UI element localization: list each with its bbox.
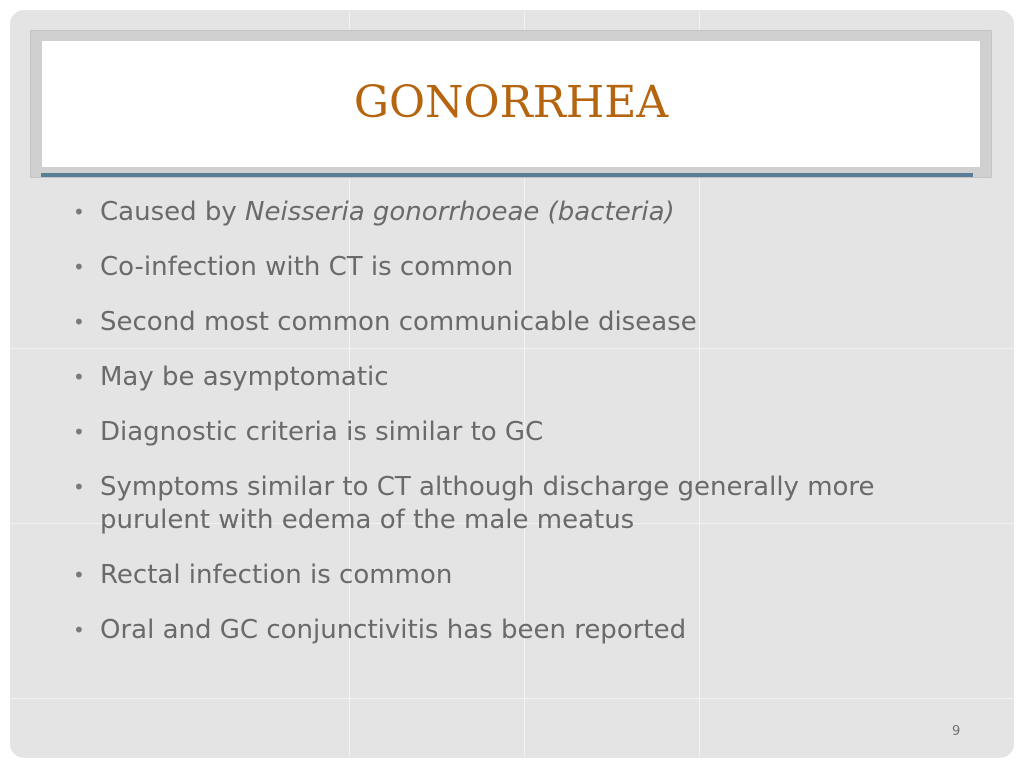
bullet-item: [68, 361, 948, 394]
title-box: [42, 41, 980, 167]
bullet-item: [68, 471, 948, 537]
bullet-icon: •: [73, 310, 85, 334]
bullet-text-italic: Neisseria gonorrhoeae (bacteria): [245, 197, 675, 227]
bullet-icon: •: [73, 255, 85, 279]
bullet-text: Oral and GC conjunctivitis has been reported: [100, 615, 687, 645]
bullet-icon: •: [73, 200, 85, 224]
slide-title: GONORRHEA: [353, 76, 669, 128]
bullet-item: [68, 306, 948, 339]
slide-number: 9: [952, 724, 961, 739]
slide: [10, 10, 1014, 758]
bullet-icon: •: [73, 420, 85, 444]
bullet-icon: •: [73, 365, 85, 389]
bullet-icon: •: [73, 618, 85, 642]
bullet-icon: •: [73, 563, 85, 587]
title-underline: [41, 173, 973, 177]
bullet-item: [68, 614, 948, 647]
bullet-text: May be asymptomatic: [100, 362, 389, 392]
bullet-item: [68, 196, 948, 229]
bullet-item: [68, 416, 948, 449]
bullet-text: Symptoms similar to CT although discharge generally more purulent with edema of the male meatus: [100, 472, 875, 535]
bullet-item: [68, 251, 948, 284]
bullet-list: [68, 196, 948, 669]
bullet-item: [68, 559, 948, 592]
bullet-text: Second most common communicable disease: [100, 307, 697, 337]
grid-line: [10, 698, 1014, 699]
bullet-icon: •: [73, 475, 85, 499]
bullet-text: Diagnostic criteria is similar to GC: [100, 417, 544, 447]
bullet-text: Caused by: [100, 197, 246, 227]
bullet-text: Rectal infection is common: [100, 560, 453, 590]
bullet-text: Co-infection with CT is common: [100, 252, 514, 282]
